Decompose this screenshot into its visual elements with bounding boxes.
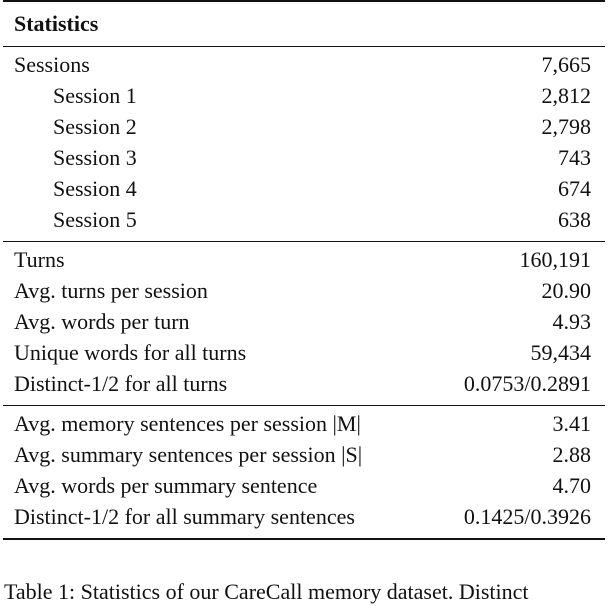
table-row-distinct-turns xyxy=(3,368,605,399)
row-label: Distinct-1/2 for all summary sentences xyxy=(14,504,355,529)
row-value: 0.0753/0.2891 xyxy=(463,371,591,396)
row-value: 2,812 xyxy=(541,83,591,108)
summary-group xyxy=(3,406,605,538)
table-row-summary-sentences xyxy=(3,439,605,470)
row-value: 743 xyxy=(558,145,591,170)
row-label: Session 3 xyxy=(53,145,137,170)
row-value: 674 xyxy=(558,176,591,201)
row-value: 20.90 xyxy=(541,278,591,303)
row-label: Distinct-1/2 for all turns xyxy=(14,371,228,396)
table-row-session-2 xyxy=(3,111,605,142)
row-value: 2,798 xyxy=(541,114,591,139)
row-value: 3.41 xyxy=(552,411,591,436)
table-row-session-5 xyxy=(3,204,605,235)
table-row-memory-sentences xyxy=(3,408,605,439)
row-label: Avg. summary sentences per session |S| xyxy=(14,442,363,467)
sessions-group xyxy=(3,47,605,241)
row-value: 4.93 xyxy=(552,309,591,334)
row-label: Avg. turns per session xyxy=(14,278,208,303)
row-value: 0.1425/0.3926 xyxy=(463,504,591,529)
row-label: Session 1 xyxy=(53,83,137,108)
row-value: 59,434 xyxy=(530,340,591,365)
table-row-avg-words xyxy=(3,306,605,337)
table-row-distinct-summary xyxy=(3,501,605,532)
row-value: 638 xyxy=(558,207,591,232)
table-row-turns xyxy=(3,244,605,275)
table-row-session-3 xyxy=(3,142,605,173)
row-value: 160,191 xyxy=(519,247,591,272)
statistics-table xyxy=(3,0,605,540)
row-label: Session 2 xyxy=(53,114,137,139)
row-label: Unique words for all turns xyxy=(14,340,247,365)
row-label: Avg. memory sentences per session |M| xyxy=(14,411,361,436)
table-row-sessions xyxy=(3,49,605,80)
table-header-row xyxy=(3,2,605,46)
row-label: Avg. words per turn xyxy=(14,309,190,334)
row-value: 7,665 xyxy=(541,52,591,77)
table-row-session-4 xyxy=(3,173,605,204)
table-caption: Table 1: Statistics of our CareCall memory dataset. Distinct xyxy=(4,579,529,604)
row-value: 2.88 xyxy=(552,442,591,467)
table-row-avg-turns xyxy=(3,275,605,306)
turns-group xyxy=(3,242,605,405)
row-label: Session 4 xyxy=(53,176,137,201)
table-row-unique-words xyxy=(3,337,605,368)
table-row-summary-words xyxy=(3,470,605,501)
row-label: Sessions xyxy=(14,52,90,77)
row-label: Avg. words per summary sentence xyxy=(14,473,318,498)
row-label: Turns xyxy=(14,247,65,272)
table-header: Statistics xyxy=(14,11,99,36)
row-value: 4.70 xyxy=(552,473,591,498)
table-row-session-1 xyxy=(3,80,605,111)
row-label: Session 5 xyxy=(53,207,137,232)
bottom-rule xyxy=(3,538,605,540)
